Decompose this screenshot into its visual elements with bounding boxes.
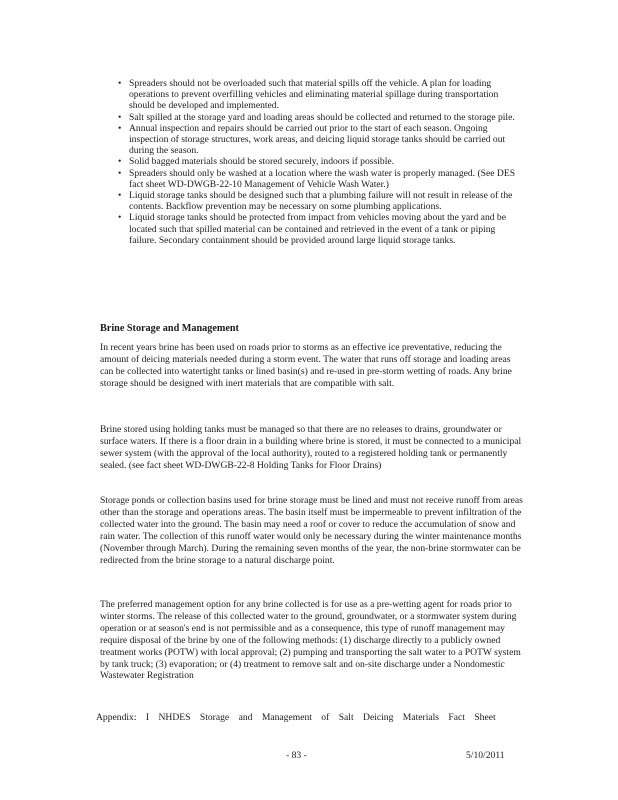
bullet-item: • Spreaders should not be overloaded such that material spills off the vehicle. A plan for loading operations to prevent overfilling vehicles and eliminating material spillage during transportation should be developed and implemented. [118,78,499,112]
bullet-icon: • [118,167,122,179]
paragraph: Storage ponds or collection basins used for brine storage must be lined and must not receive runoff from areas other than the storage and operations areas. The basin itself must be impermeable to prevent infiltration of the collected water into the ground. The basin may need a roof or cover to reduce the accumulation of snow and rain water. The collection of this runoff water would only be necessary during the winter maintenance months (November through March). During the remaining seven months of the year, the non-brine stormwater can be redirected from the brine storage to a natural discharge point. [100,495,523,566]
bullet-item: • Spreaders should only be washed at a location where the wash water is properly managed. (See DES fact sheet WD-DWGB-22-10 Management of Vehicle Wash Water.) [118,167,516,190]
bullet-item: • Annual inspection and repairs should be carried out prior to the start of each season. Ongoing inspection of storage structures, work areas, and deicing liquid storage tanks should be carried out during the season. [118,122,506,157]
section-heading: Brine Storage and Management [100,323,239,334]
bullet-item: • Salt spilled at the storage yard and loading areas should be collected and returned to the storage pile. [118,111,515,123]
bullet-icon: • [118,111,122,123]
bullet-icon: • [118,122,122,134]
page-number: - 83 - [286,750,307,761]
bullet-item: • Liquid storage tanks should be designed such that a plumbing failure will not result in release of the contents. Backflow prevention may be necessary on some plumbing applications. [118,190,513,213]
bullet-icon: • [118,212,122,224]
bullet-icon: • [118,78,122,89]
paragraph: In recent years brine has been used on roads prior to storms as an effective ice preventative, reducing the amount of deicing materials needed during a storm event. The water that runs off storage and loading areas can be collected into watertight tanks or lined basin(s) and re-used in pre-storm wetting of roads. Any brine storage should be designed with inert materials that are compatible with salt. [100,342,512,389]
footer-appendix: Appendix: I NHDES Storage and Management of Salt Deicing Materials Fact Sheet [96,712,496,723]
paragraph: Brine stored using holding tanks must be managed so that there are no releases to drains, groundwater or surface waters. If there is a floor drain in a building where brine is stored, it must be connected to a municipal sewer system (with the approval of the local authority), routed to a registered holding tank or permanently sealed. (see fact sheet WD-DWGB-22-8 Holding Tanks for Floor Drains) [100,424,522,471]
bullet-list [118,78,523,246]
bullet-icon: • [118,156,122,168]
bullet-icon: • [118,190,122,202]
bullet-item: • Solid bagged materials should be stored securely, indoors if possible. [118,156,395,168]
footer-date: 5/10/2011 [466,750,505,761]
bullet-item: • Liquid storage tanks should be protected from impact from vehicles moving about the yard and be located such that spilled material can be contained and retrieved in the event of a tank or piping failure. Secondary containment should be provided around large liquid storage tanks. [118,212,506,246]
paragraph: The preferred management option for any brine collected is for use as a pre-wetting agent for roads prior to winter storms. The release of this collected water to the ground, groundwater, or a stormwater system during operation or at season's end is not permissible and as a consequence, this type of runoff management may require disposal of the brine by one of the following methods: (1) discharge directly to a publicly owned treatment works (POTW) with local approval; (2) pumping and transporting the salt water to a POTW system by tank truck; (3) evaporation; or (4) treatment to remove salt and on-site discharge under a Nondomestic Wastewater Registration [100,599,521,682]
